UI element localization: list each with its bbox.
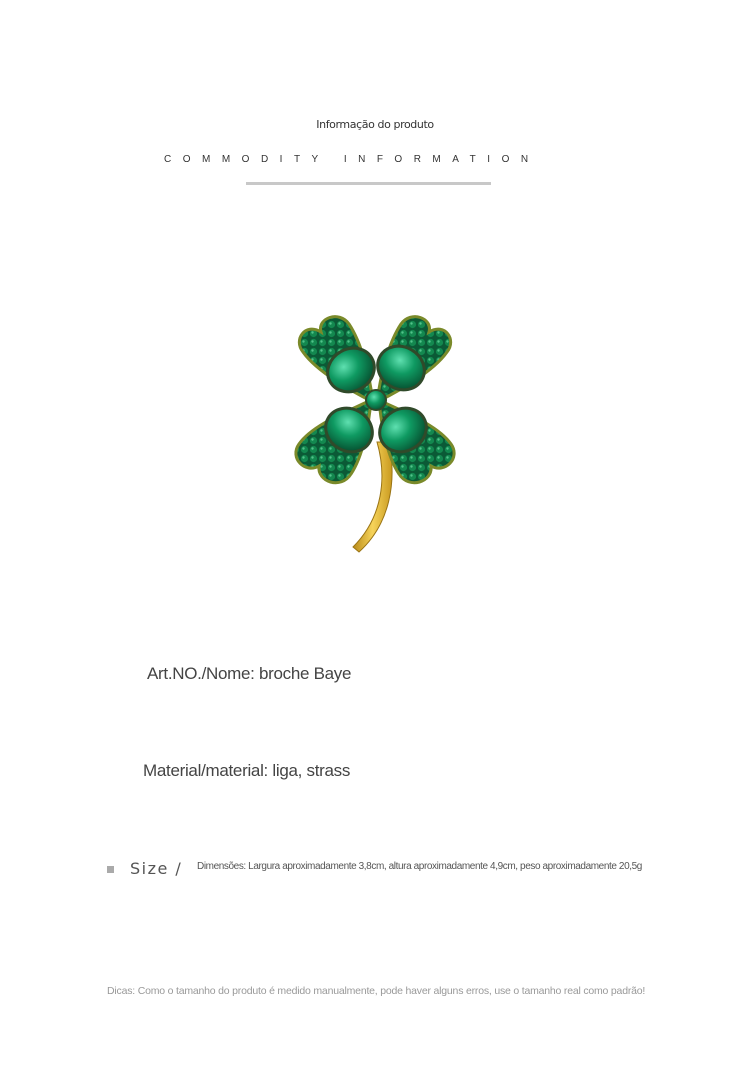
tips-note: Dicas: Como o tamanho do produto é medido manualmente, pode haver alguns erros, use o tamanho real como padrão! (107, 985, 646, 997)
material: Material/material: liga, strass (143, 761, 351, 780)
four-leaf-clover-brooch-icon (255, 292, 495, 562)
size-bullet-icon (107, 866, 114, 873)
page-title: Informação do produto (316, 118, 434, 131)
art-number: Art.NO./Nome: broche Baye (147, 664, 352, 683)
page-subtitle: COMMODITY INFORMATION (164, 154, 540, 165)
product-image (255, 292, 495, 562)
size-dimensions: Dimensões: Largura aproximadamente 3,8cm, altura aproximadamente 4,9cm, peso aproximadamente 20,5g (197, 861, 642, 872)
size-label: Size / (130, 859, 183, 878)
title-divider (246, 182, 491, 185)
